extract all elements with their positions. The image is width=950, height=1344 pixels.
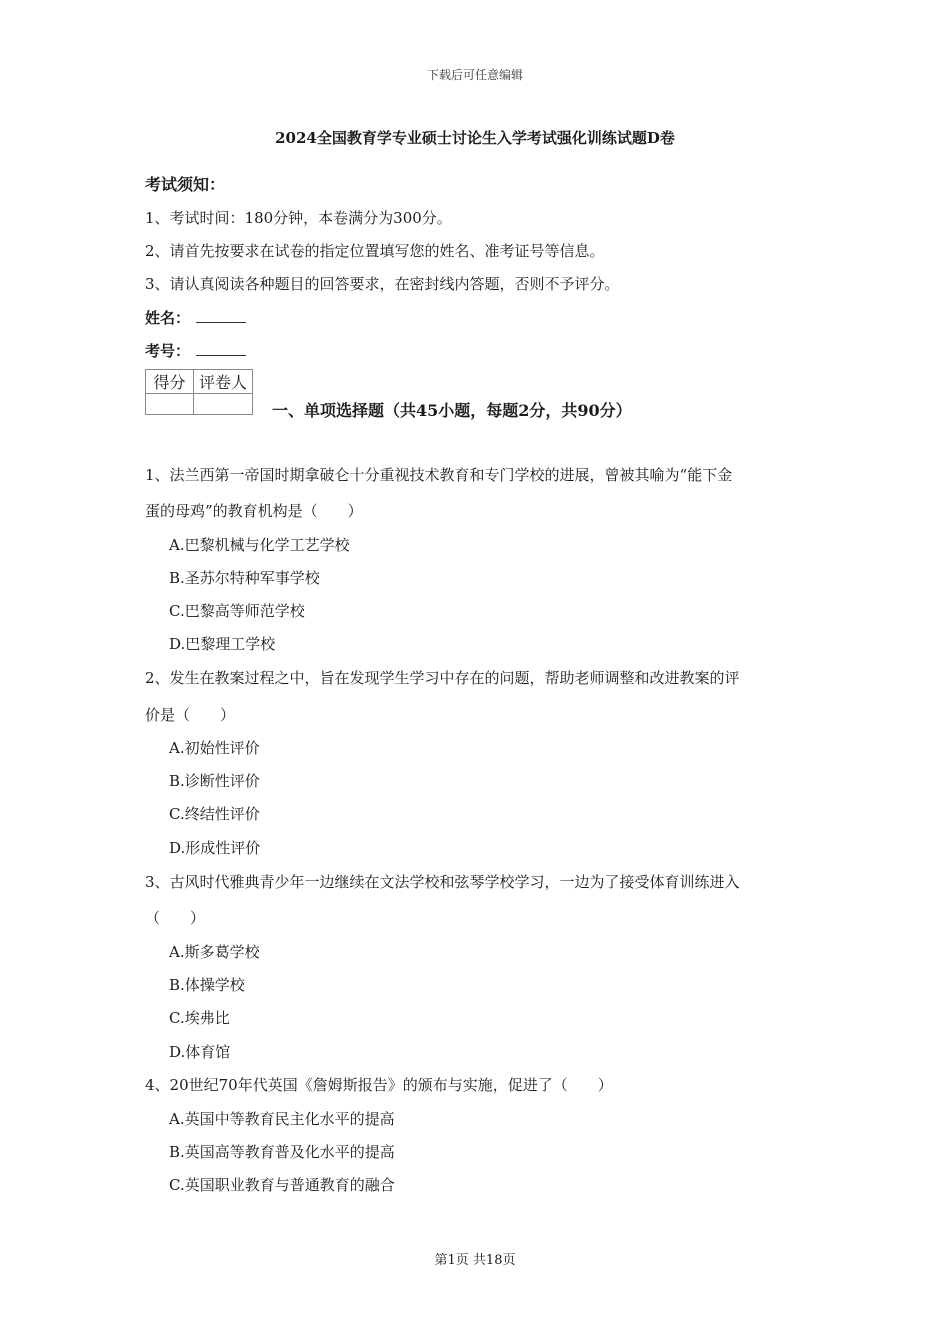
notice-item: 1、考试时间：180分钟，本卷满分为300分。 (145, 209, 452, 227)
document-title: 2024全国教育学专业硕士讨论生入学考试强化训练试题D卷 (275, 129, 675, 147)
section-title: 一、单项选择题（共45小题，每题2分，共90分） (272, 401, 632, 420)
question-2-option-c: C.终结性评价 (169, 805, 260, 823)
score-cell (146, 394, 194, 415)
question-3-option-a: A.斯多葛学校 (169, 943, 260, 961)
question-1-line-2: 蛋的母鸡”的教育机构是（ ） (145, 502, 363, 520)
name-blank-line[interactable] (196, 308, 246, 323)
question-4-option-b: B.英国高等教育普及化水平的提高 (169, 1143, 395, 1161)
score-table (145, 369, 253, 415)
score-header: 得分 (146, 370, 194, 394)
question-1-line-1: 1、法兰西第一帝国时期拿破仑十分重视技术教育和专门学校的进展，曾被其喻为“能下金 (145, 466, 733, 484)
question-3-option-c: C.埃弗比 (169, 1009, 230, 1027)
question-4-line-1: 4、20世纪70年代英国《詹姆斯报告》的颁布与实施，促进了（ ） (145, 1076, 613, 1094)
question-3-option-b: B.体操学校 (169, 976, 245, 994)
question-4-option-a: A.英国中等教育民主化水平的提高 (169, 1110, 395, 1128)
question-1-option-a: A.巴黎机械与化学工艺学校 (169, 536, 350, 554)
question-2-option-d: D.形成性评价 (169, 839, 261, 857)
question-1-option-d: D.巴黎理工学校 (169, 635, 276, 653)
question-3-line-2: （ ） (145, 909, 206, 927)
question-2-option-b: B.诊断性评价 (169, 772, 260, 790)
page-footer: 第1页 共18页 (434, 1253, 516, 1268)
name-label: 姓名： (145, 309, 191, 327)
question-2-option-a: A.初始性评价 (169, 739, 260, 757)
exam-id-blank-line[interactable] (196, 341, 246, 356)
question-3-option-d: D.体育馆 (169, 1043, 231, 1061)
exam-id-label: 考号： (145, 342, 191, 360)
question-1-option-c: C.巴黎高等师范学校 (169, 602, 305, 620)
question-2-line-1: 2、发生在教案过程之中，旨在发现学生学习中存在的问题，帮助老师调整和改进教案的评 (145, 669, 740, 687)
grader-header: 评卷人 (194, 370, 253, 394)
notice-heading: 考试须知： (145, 175, 226, 194)
question-4-option-c: C.英国职业教育与普通教育的融合 (169, 1176, 395, 1194)
notice-item: 2、请首先按要求在试卷的指定位置填写您的姓名、准考证号等信息。 (145, 242, 605, 260)
question-2-line-2: 价是（ ） (145, 706, 236, 724)
notice-item: 3、请认真阅读各种题目的回答要求，在密封线内答题，否则不予评分。 (145, 275, 620, 293)
header-note: 下载后可任意编辑 (426, 68, 523, 82)
question-3-line-1: 3、古风时代雅典青少年一边继续在文法学校和弦琴学校学习，一边为了接受体育训练进入 (145, 873, 740, 891)
grader-cell (194, 394, 253, 415)
exam-id-field (145, 340, 246, 361)
name-field (145, 307, 246, 328)
question-1-option-b: B.圣苏尔特种军事学校 (169, 569, 320, 587)
